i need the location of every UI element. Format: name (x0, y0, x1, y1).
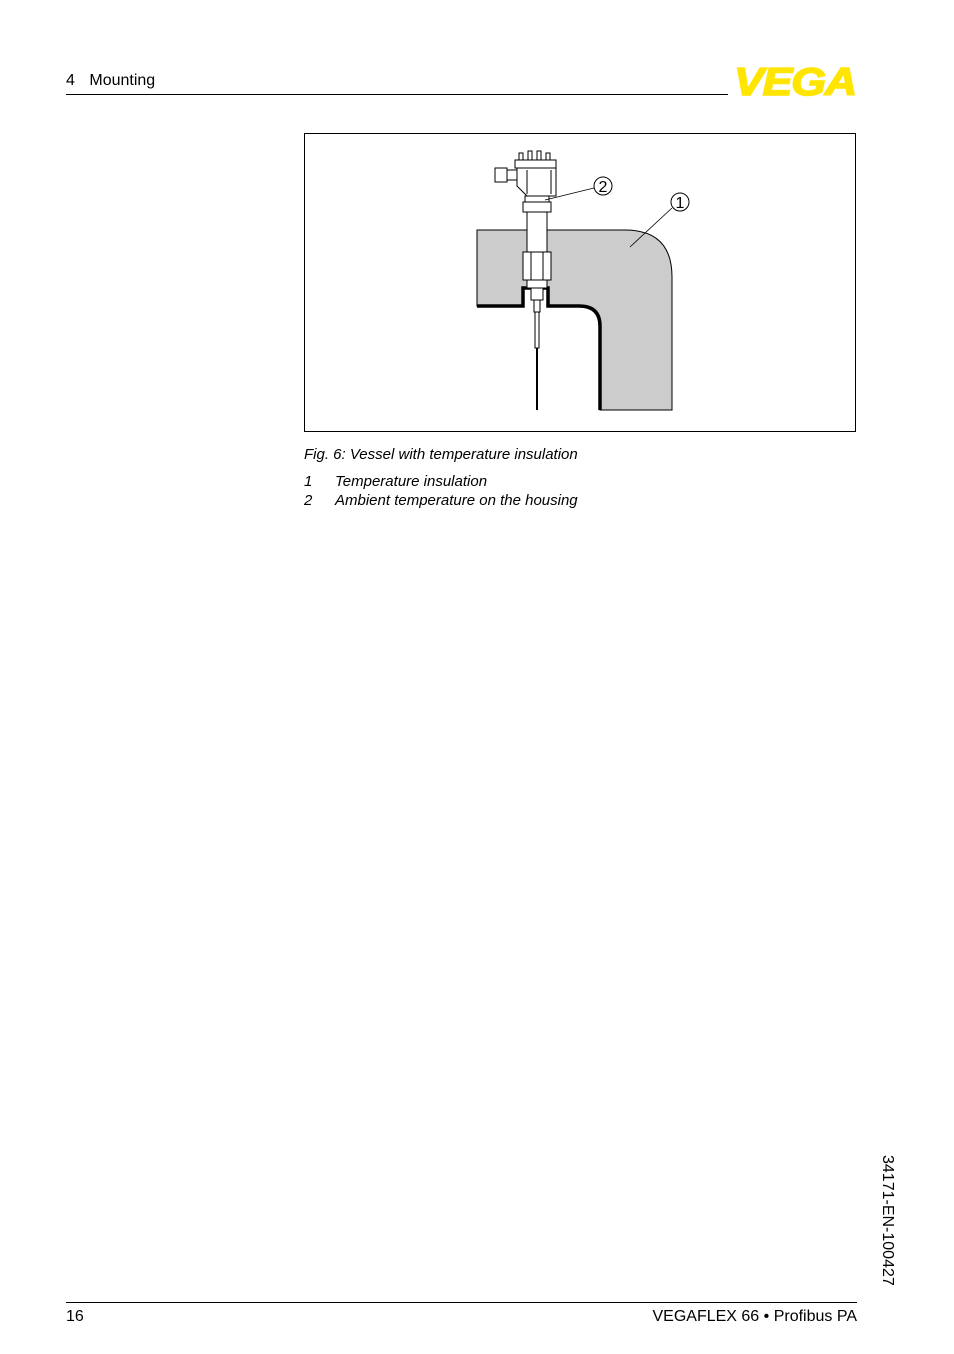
legend-item (304, 491, 578, 510)
section-title: Mounting (89, 72, 156, 89)
figure-legend (304, 472, 578, 510)
legend-text: Temperature insulation (335, 473, 488, 490)
section-number: 4 (66, 72, 75, 89)
document-code: 34171-EN-100427 (879, 1155, 896, 1286)
callout-1: 1 (675, 195, 685, 212)
legend-item (304, 472, 578, 491)
legend-number: 2 (304, 492, 313, 509)
footer-title: VEGAFLEX 66 • Profibus PA (652, 1308, 857, 1325)
svg-text:VEGA: VEGA (734, 64, 856, 98)
header-rule (66, 94, 728, 95)
vega-logo (734, 64, 858, 103)
temperature-insulation (477, 230, 672, 410)
figure-caption: Fig. 6: Vessel with temperature insulation (304, 446, 578, 463)
page-number: 16 (66, 1308, 84, 1325)
legend-number: 1 (304, 473, 313, 490)
footer-rule (66, 1302, 857, 1303)
callout-2: 2 (598, 179, 608, 196)
legend-text: Ambient temperature on the housing (335, 492, 578, 509)
page-header (66, 72, 155, 90)
figure-vessel-insulation (304, 133, 856, 432)
